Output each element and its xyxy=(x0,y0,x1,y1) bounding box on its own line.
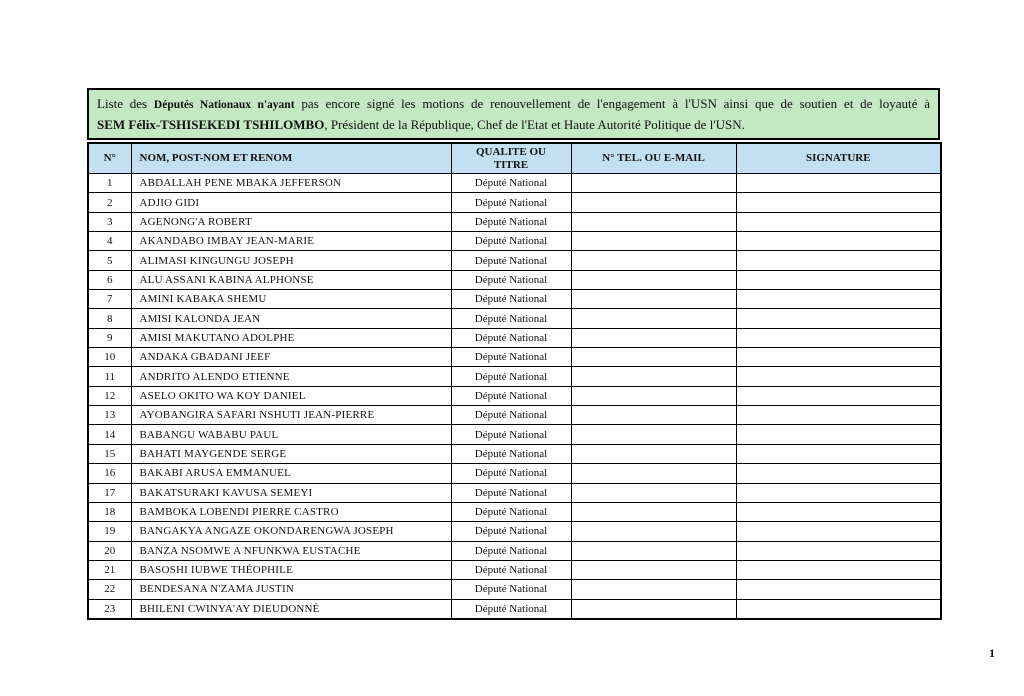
banner-text-bold: Députés Nationaux n'ayant xyxy=(153,99,295,111)
table-row xyxy=(88,212,941,231)
cell-name: BAKATSURAKI KAVUSA SEMEYI xyxy=(131,483,451,502)
table-row xyxy=(88,522,941,541)
cell-qualite: Député National xyxy=(451,348,571,367)
cell-qualite: Député National xyxy=(451,270,571,289)
cell-num: 5 xyxy=(88,251,131,270)
cell-qualite: Député National xyxy=(451,367,571,386)
cell-tel xyxy=(571,193,736,212)
cell-qualite: Député National xyxy=(451,425,571,444)
cell-num: 11 xyxy=(88,367,131,386)
table-row xyxy=(88,560,941,579)
banner-text-bold: SEM Félix-TSHISEKEDI TSHILOMBO xyxy=(97,117,325,132)
cell-name: ANDRITO ALENDO ETIENNE xyxy=(131,367,451,386)
cell-qualite: Député National xyxy=(451,541,571,560)
cell-qualite: Député National xyxy=(451,580,571,599)
cell-qualite: Député National xyxy=(451,599,571,619)
deputies-table xyxy=(87,142,942,620)
cell-num: 19 xyxy=(88,522,131,541)
table-row xyxy=(88,367,941,386)
cell-num: 1 xyxy=(88,174,131,193)
cell-tel xyxy=(571,212,736,231)
cell-num: 3 xyxy=(88,212,131,231)
table-row xyxy=(88,483,941,502)
cell-signature xyxy=(736,580,941,599)
cell-num: 6 xyxy=(88,270,131,289)
table-row xyxy=(88,251,941,270)
cell-tel xyxy=(571,580,736,599)
cell-signature xyxy=(736,483,941,502)
cell-num: 16 xyxy=(88,464,131,483)
cell-qualite: Député National xyxy=(451,232,571,251)
cell-num: 20 xyxy=(88,541,131,560)
cell-name: BAMBOKA LOBENDI PIERRE CASTRO xyxy=(131,502,451,521)
cell-tel xyxy=(571,348,736,367)
cell-num: 9 xyxy=(88,328,131,347)
cell-signature xyxy=(736,212,941,231)
cell-name: BANGAKYA ANGAZE OKONDARENGWA JOSEPH xyxy=(131,522,451,541)
cell-signature xyxy=(736,174,941,193)
cell-signature xyxy=(736,232,941,251)
cell-num: 13 xyxy=(88,406,131,425)
cell-tel xyxy=(571,367,736,386)
table-row xyxy=(88,406,941,425)
cell-tel xyxy=(571,290,736,309)
cell-qualite: Député National xyxy=(451,174,571,193)
column-header-signature: SIGNATURE xyxy=(736,143,941,174)
cell-num: 4 xyxy=(88,232,131,251)
cell-num: 8 xyxy=(88,309,131,328)
cell-tel xyxy=(571,174,736,193)
cell-tel xyxy=(571,251,736,270)
cell-name: AMINI KABAKA SHEMU xyxy=(131,290,451,309)
table-row xyxy=(88,464,941,483)
cell-name: BHILENI CWINYA'AY DIEUDONNÉ xyxy=(131,599,451,619)
cell-signature xyxy=(736,541,941,560)
cell-qualite: Député National xyxy=(451,328,571,347)
cell-signature xyxy=(736,599,941,619)
table-row xyxy=(88,193,941,212)
table-header xyxy=(88,143,941,174)
table-row xyxy=(88,309,941,328)
cell-name: AGENONG'A ROBERT xyxy=(131,212,451,231)
cell-name: BANZA NSOMWE A NFUNKWA EUSTACHE xyxy=(131,541,451,560)
column-header-number: N° xyxy=(88,143,131,174)
cell-tel xyxy=(571,232,736,251)
cell-qualite: Député National xyxy=(451,251,571,270)
cell-qualite: Député National xyxy=(451,406,571,425)
table-row xyxy=(88,348,941,367)
banner-line-2 xyxy=(97,115,930,135)
cell-qualite: Député National xyxy=(451,212,571,231)
cell-tel xyxy=(571,541,736,560)
cell-tel xyxy=(571,425,736,444)
cell-signature xyxy=(736,444,941,463)
cell-name: BAKABI ARUSA EMMANUEL xyxy=(131,464,451,483)
table-body xyxy=(88,174,941,619)
table-row xyxy=(88,502,941,521)
cell-num: 18 xyxy=(88,502,131,521)
table-row xyxy=(88,386,941,405)
banner-text: , Président de la République, Chef de l'Etat et Haute Autorité Politique de l'USN. xyxy=(324,117,745,132)
cell-name: BABANGU WABABU PAUL xyxy=(131,425,451,444)
cell-tel xyxy=(571,502,736,521)
cell-signature xyxy=(736,348,941,367)
cell-name: BENDESANA N'ZAMA JUSTIN xyxy=(131,580,451,599)
cell-tel xyxy=(571,483,736,502)
table-row xyxy=(88,425,941,444)
cell-num: 22 xyxy=(88,580,131,599)
column-header-qualite: QUALITE OU TITRE xyxy=(451,143,571,174)
cell-name: AMISI MAKUTANO ADOLPHE xyxy=(131,328,451,347)
cell-signature xyxy=(736,502,941,521)
cell-name: ABDALLAH PENE MBAKA JEFFERSON xyxy=(131,174,451,193)
cell-name: AYOBANGIRA SAFARI NSHUTI JEAN-PIERRE xyxy=(131,406,451,425)
cell-tel xyxy=(571,406,736,425)
cell-name: ANDAKA GBADANI JEEF xyxy=(131,348,451,367)
cell-tel xyxy=(571,309,736,328)
table-row xyxy=(88,541,941,560)
cell-signature xyxy=(736,464,941,483)
cell-num: 2 xyxy=(88,193,131,212)
cell-signature xyxy=(736,290,941,309)
cell-qualite: Député National xyxy=(451,386,571,405)
header-banner xyxy=(87,88,940,140)
cell-tel xyxy=(571,560,736,579)
cell-signature xyxy=(736,328,941,347)
cell-name: BASOSHI IUBWE THÉOPHILE xyxy=(131,560,451,579)
cell-name: ASELO OKITO WA KOY DANIEL xyxy=(131,386,451,405)
column-header-name: NOM, POST-NOM ET RENOM xyxy=(131,143,451,174)
cell-signature xyxy=(736,193,941,212)
cell-signature xyxy=(736,270,941,289)
cell-num: 14 xyxy=(88,425,131,444)
cell-num: 17 xyxy=(88,483,131,502)
page-number: 1 xyxy=(989,646,995,660)
cell-name: AMISI KALONDA JEAN xyxy=(131,309,451,328)
cell-tel xyxy=(571,386,736,405)
cell-qualite: Député National xyxy=(451,560,571,579)
cell-num: 10 xyxy=(88,348,131,367)
cell-signature xyxy=(736,425,941,444)
cell-qualite: Député National xyxy=(451,483,571,502)
cell-signature xyxy=(736,309,941,328)
cell-qualite: Député National xyxy=(451,522,571,541)
cell-tel xyxy=(571,270,736,289)
table-row xyxy=(88,580,941,599)
cell-qualite: Député National xyxy=(451,193,571,212)
cell-tel xyxy=(571,522,736,541)
banner-text: pas encore signé les motions de renouvellement de l'engagement à l'USN ainsi que de soutien et de loyauté à xyxy=(294,96,930,111)
table-row xyxy=(88,328,941,347)
cell-num: 7 xyxy=(88,290,131,309)
cell-qualite: Député National xyxy=(451,290,571,309)
cell-name: BAHATI MAYGENDE SERGE xyxy=(131,444,451,463)
cell-signature xyxy=(736,560,941,579)
table-header-row xyxy=(88,143,941,174)
banner-line-1 xyxy=(97,94,930,115)
cell-name: ALU ASSANI KABINA ALPHONSE xyxy=(131,270,451,289)
table-row xyxy=(88,232,941,251)
cell-qualite: Député National xyxy=(451,502,571,521)
cell-signature xyxy=(736,522,941,541)
cell-num: 23 xyxy=(88,599,131,619)
cell-name: AKANDABO IMBAY JEAN-MARIE xyxy=(131,232,451,251)
cell-name: ADJIO GIDI xyxy=(131,193,451,212)
table-row xyxy=(88,444,941,463)
cell-tel xyxy=(571,328,736,347)
table-row xyxy=(88,270,941,289)
cell-tel xyxy=(571,464,736,483)
cell-tel xyxy=(571,599,736,619)
column-header-tel: N° TEL. OU E-MAIL xyxy=(571,143,736,174)
cell-name: ALIMASI KINGUNGU JOSEPH xyxy=(131,251,451,270)
banner-text: Liste des xyxy=(97,96,154,111)
table-row xyxy=(88,174,941,193)
cell-signature xyxy=(736,367,941,386)
cell-qualite: Député National xyxy=(451,464,571,483)
cell-qualite: Député National xyxy=(451,444,571,463)
cell-tel xyxy=(571,444,736,463)
cell-num: 15 xyxy=(88,444,131,463)
table-row xyxy=(88,599,941,619)
cell-signature xyxy=(736,386,941,405)
table-row xyxy=(88,290,941,309)
cell-num: 21 xyxy=(88,560,131,579)
cell-signature xyxy=(736,251,941,270)
cell-qualite: Député National xyxy=(451,309,571,328)
cell-signature xyxy=(736,406,941,425)
cell-num: 12 xyxy=(88,386,131,405)
